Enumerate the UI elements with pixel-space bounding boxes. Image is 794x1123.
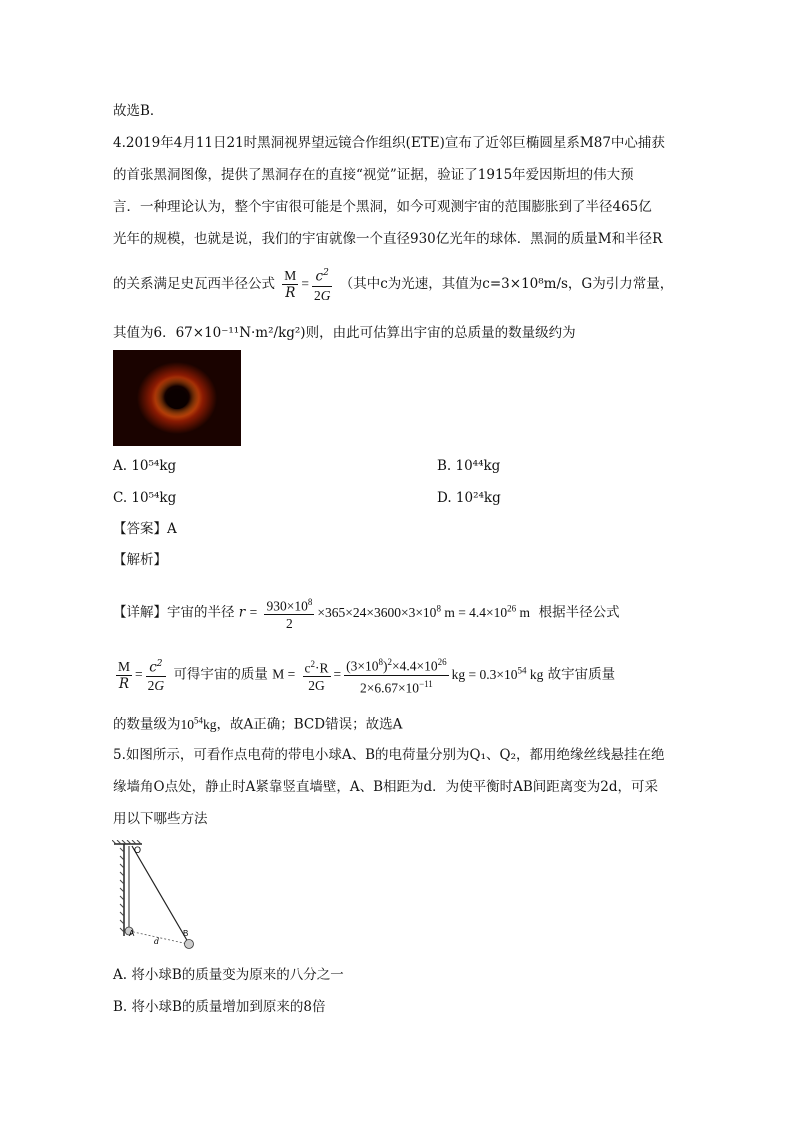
q4-line-3: 言．一种理论认为，整个宇宙很可能是个黑洞，如今可观测宇宙的范围膨胀到了半径465亿 (113, 199, 652, 215)
schwarzschild-formula-rhs: $\frac{c^2}{2G}$ (312, 265, 333, 304)
black-hole-ring-icon (113, 350, 241, 446)
q4-option-c: C. 10⁵⁴kg (113, 490, 177, 506)
label-b: B (183, 929, 189, 938)
q5-line-2: 缘墙角O点处，静止时A紧靠竖直墙壁，A、B相距为d．为使平衡时AB间距离变为2d，可采 (113, 779, 659, 795)
label-d: d (154, 937, 160, 946)
q5-option-b: B. 将小球B的质量增加到原来的8倍 (113, 999, 326, 1015)
q4-option-d: D. 10²⁴kg (437, 490, 501, 506)
q5-option-a: A. 将小球B的质量变为原来的八分之一 (113, 967, 344, 983)
q4-line-1: 4.2019年4月11日21时黑洞视界望远镜合作组织(ETE)宣布了近邻巨椭圆星系M87中心捕获 (113, 135, 665, 151)
radius-fraction: $\frac{930\times 10^8}{2}$ (264, 594, 314, 633)
q5-line-3: 用以下哪些方法 (113, 811, 208, 827)
q4-line-6: 其值为6．67×10⁻¹¹N·m²/kg²)则，由此可估算出宇宙的总质量的数量级约为 (113, 325, 576, 341)
q4-answer: 【答案】A (113, 521, 177, 537)
pendulum-diagram (112, 840, 200, 952)
q4-line-4: 光年的规模，也就是说，我们的宇宙就像一个直径930亿光年的球体．黑洞的质量M和半径R (113, 231, 663, 247)
q4-conclusion: 的数量级为$10^{54}kg$，故A正确；BCD错误；故选A (113, 715, 403, 733)
q4-detail-radius: 【详解】宇宙的半径 r = $\frac{930\times 10^8}{2}$ $\times 365\times 24\times 3600\times 3\times 10^8$ $m = 4.4\times 10^{26}$ m 根据半径公式 (113, 586, 620, 635)
schwarzschild-formula-lhs: $\frac{M}{R}$ (284, 268, 297, 301)
ball-b (185, 940, 194, 949)
previous-answer: 故选B． (113, 103, 164, 119)
q4-line-2: 的首张黑洞图像，提供了黑洞存在的直接“视觉”证据，验证了1915年爱因斯坦的伟大预 (113, 167, 634, 183)
mass-fraction: $\frac{(3\times 10^8)^2\times 4.4\times 10^{26}}{2\times 6.67\times 10^{-11}}$ (344, 654, 448, 696)
label-a: A (129, 929, 135, 938)
q4-analysis-heading: 【解析】 (113, 552, 167, 568)
q5-line-1: 5.如图所示，可看作点电荷的带电小球A、B的电荷量分别为Q₁、Q₂，都用绝缘丝线悬挂在绝 (113, 747, 665, 763)
q4-option-b: B. 10⁴⁴kg (437, 458, 501, 474)
q4-line-5: 的关系满足史瓦西半径公式 $\frac{M}{R}$ = $\frac{c^2}{2G}$ （其中c为光速，其值为c=3×10⁸m/s，G为引力常量， (113, 262, 673, 306)
q4-option-a: A. 10⁵⁴kg (113, 458, 177, 474)
q4-detail-mass: $\frac{M}{R}$ = $\frac{c^2}{2G}$ 可得宇宙的质量 M = $\frac{c^2\cdot R}{2G}$ = $\frac{(3\times 10^8)^2\times 4.4\times 10^{26}}{2\times 6.67\times 10^{-11}}$ kg = $0.3\times 10^{54}$ kg 故宇宙质量 (113, 648, 615, 697)
label-o: O (134, 845, 142, 855)
